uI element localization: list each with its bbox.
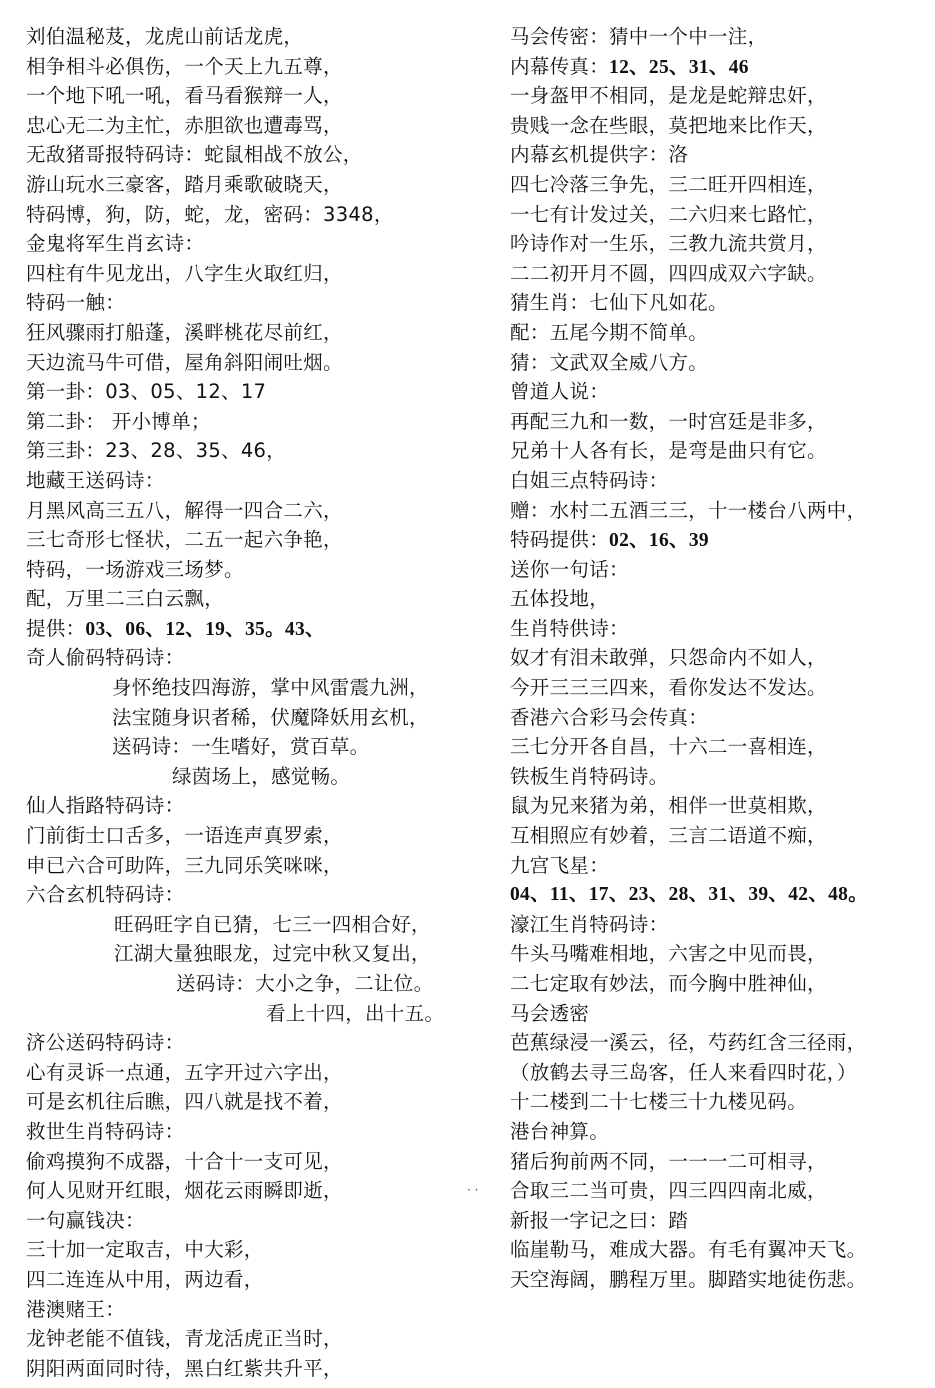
- section-heading: 六合玄机特码诗：: [26, 883, 185, 907]
- text-line: 第一卦：03、05、12、17: [26, 380, 267, 404]
- text-line: 特码博，狗，防，蛇，龙，密码：3348，: [26, 202, 394, 226]
- text-line: 四柱有牛见龙出，八字生火取红归，: [26, 261, 343, 285]
- text-line: 兄弟十人各有长，是弯是曲只有它。: [510, 439, 827, 463]
- section-heading: 仙人指路特码诗：: [26, 794, 185, 818]
- text-line: 猪后狗前两不同，一一一二可相寻，: [510, 1149, 827, 1173]
- section-heading: 港澳赌王：: [26, 1297, 126, 1321]
- text-line: 看上十四，出十五。: [266, 1001, 445, 1025]
- text-line: 牛头马嘴难相地，六害之中见而畏，: [510, 942, 827, 966]
- text-line: 申已六合可助阵，三九同乐笑咪咪，: [26, 853, 343, 877]
- text-line: 配：五尾今期不简单。: [510, 320, 709, 344]
- text-line: 狂风骤雨打船蓬，溪畔桃花尽前红，: [26, 320, 343, 344]
- text-line: 临崖勒马，难成大器。有毛有翼冲天飞。: [510, 1238, 867, 1262]
- section-heading: 曾道人说：: [510, 380, 610, 404]
- text-line: 游山玩水三豪客，踏月乘歌破晓天，: [26, 172, 343, 196]
- text-line: 今开三三三四来，看你发达不发达。: [510, 676, 827, 700]
- text-line: 合取三二当可贵，四三四四南北威，: [510, 1179, 827, 1203]
- text-line: 互相照应有妙着，三言二语道不痴，: [510, 824, 827, 848]
- text-line: 心有灵诉一点通，五字开过六字出，: [26, 1060, 343, 1084]
- text-line: 江湖大量独眼龙，过完中秋又复出，: [114, 942, 431, 966]
- text-line: 门前街士口舌多，一语连声真罗索，: [26, 824, 343, 848]
- section-heading: 济公送码特码诗：: [26, 1031, 185, 1055]
- jiugong-numbers: 04、11、17、23、28、31、39、42、48。: [510, 884, 869, 906]
- neimu-numbers: 12、25、31、46: [609, 56, 749, 78]
- text-line: [510, 525, 925, 555]
- section-heading: 救世生肖特码诗：: [26, 1119, 185, 1143]
- text-line: 内幕玄机提供字：洛: [510, 143, 689, 167]
- text-line: 三十加一定取吉，中大彩，: [26, 1238, 264, 1262]
- section-heading: 马会透密: [510, 1001, 590, 1025]
- text-line: 三七分开各自昌，十六二一喜相连，: [510, 735, 827, 759]
- text-line: 四二连连从中用，两边看，: [26, 1267, 264, 1291]
- text-line: 猜生肖：七仙下凡如花。: [510, 291, 728, 315]
- text-line: 第二卦： 开小博单；: [26, 409, 211, 433]
- text-line: 忠心无二为主忙，赤胆欲也遭毒骂，: [26, 113, 343, 137]
- text-line: 法宝随身识者稀，伏魔降妖用玄机，: [112, 705, 429, 729]
- text-line: 奴才有泪未敢弹，只怨命内不如人，: [510, 646, 827, 670]
- text-line: 何人见财开红眼，烟花云雨瞬即逝，: [26, 1179, 343, 1203]
- text-line: 绿茵场上，感觉畅。: [172, 764, 351, 788]
- text-line: 芭蕉绿浸一溪云，径，芍药红含三径雨，: [510, 1031, 867, 1055]
- neimu-label: 内幕传真：: [510, 54, 610, 78]
- text-line: 猜：文武双全威八方。: [510, 350, 709, 374]
- center-dots: · ·: [467, 1183, 479, 1197]
- section-heading: 港台神算。: [510, 1119, 610, 1143]
- text-line: 天边流马牛可借，屋角斜阳闹吐烟。: [26, 350, 343, 374]
- text-line: 龙钟老能不值钱，青龙活虎正当时，: [26, 1327, 343, 1351]
- text-line: 贵贱一念在些眼，莫把地来比作天，: [510, 113, 827, 137]
- section-heading: 地藏王送码诗：: [26, 468, 165, 492]
- text-line: （放鹤去寻三岛客，任人来看四时花，）: [510, 1060, 857, 1084]
- text-line: 十二楼到二十七楼三十九楼见码。: [510, 1090, 808, 1114]
- text-line: 刘伯温秘芨，龙虎山前话龙虎，: [26, 25, 304, 48]
- text-line: 五体投地，: [510, 587, 610, 611]
- text-line: 相争相斗必俱伤，一个天上九五尊，: [26, 54, 343, 78]
- left-column: [26, 22, 466, 1383]
- text-line: 送码诗：大小之争，二让位。: [176, 972, 434, 995]
- text-line: [510, 52, 925, 82]
- text-line: 一身盔甲不相同，是龙是蛇辩忠奸，: [510, 84, 827, 108]
- section-heading: 送你一句话：: [510, 557, 629, 581]
- text-line: [26, 614, 466, 644]
- section-heading: 一句赢钱决：: [26, 1208, 145, 1232]
- text-line: 新报一字记之曰：踏: [510, 1208, 689, 1232]
- tigong-label: 提供：: [26, 616, 86, 640]
- tigong-numbers: 03、06、12、19、35。43、: [85, 618, 325, 640]
- text-line: 偷鸡摸狗不成器，十合十一支可见，: [26, 1149, 343, 1173]
- text-line: 身怀绝技四海游，掌中风雷震九洲，: [112, 676, 429, 700]
- text-line: 特码，一场游戏三场梦。: [26, 557, 244, 581]
- text-line: 马会传密：猜中一个中一注，: [510, 25, 768, 48]
- section-heading: 濠江生肖特码诗：: [510, 912, 669, 936]
- section-heading: 香港六合彩马会传真：: [510, 705, 709, 729]
- text-line: 吟诗作对一生乐，三教九流共赏月，: [510, 232, 827, 256]
- section-heading: 奇人偷码特码诗：: [26, 646, 185, 670]
- text-line: 二二初开月不圆，四四成双六字缺。: [510, 261, 827, 285]
- text-line: 一七有计发过关，二六归来七路忙，: [510, 202, 827, 226]
- section-heading: 白姐三点特码诗：: [510, 468, 669, 492]
- section-heading: 生肖特供诗：: [510, 616, 629, 640]
- text-line: 二七定取有妙法，而今胸中胜神仙，: [510, 972, 827, 995]
- text-line: 天空海阔，鹏程万里。脚踏实地徒伤悲。: [510, 1267, 867, 1291]
- text-line: 可是玄机往后瞧，四八就是找不着，: [26, 1090, 343, 1114]
- tema-label: 特码提供：: [510, 528, 610, 552]
- text-line: 再配三九和一数，一时宫廷是非多，: [510, 409, 827, 433]
- text-line: 鼠为兄来猪为弟，相伴一世莫相欺，: [510, 794, 827, 818]
- text-line: 送码诗：一生嗜好，赏百草。: [112, 735, 370, 759]
- text-line: 赠：水村二五酒三三，十一楼台八两中，: [510, 498, 867, 522]
- text-line: 阴阳两面同时待，黑白红紫共升平，: [26, 1356, 343, 1380]
- text-line: 配，万里二三白云飘，: [26, 587, 225, 611]
- text-line: 无敌猪哥报特码诗：蛇鼠相战不放公，: [26, 143, 363, 167]
- tema-numbers: 02、16、39: [609, 530, 709, 552]
- text-line: 三七奇形七怪状，二五一起六争艳，: [26, 528, 343, 552]
- text-line: 第三卦：23、28、35、46，: [26, 439, 287, 463]
- section-heading: 特码一触：: [26, 291, 126, 315]
- text-line: 一个地下吼一吼，看马看猴辩一人，: [26, 84, 343, 108]
- right-column: [510, 22, 925, 1295]
- section-heading: 金鬼将军生肖玄诗：: [26, 232, 205, 256]
- text-line: 月黑风高三五八，解得一四合二六，: [26, 498, 343, 522]
- text-line: 四七冷落三争先，三二旺开四相连，: [510, 172, 827, 196]
- section-heading: 铁板生肖特码诗。: [510, 764, 669, 788]
- text-line: 旺码旺字自已猜，七三一四相合好，: [114, 912, 431, 936]
- section-heading: 九宫飞星：: [510, 853, 610, 877]
